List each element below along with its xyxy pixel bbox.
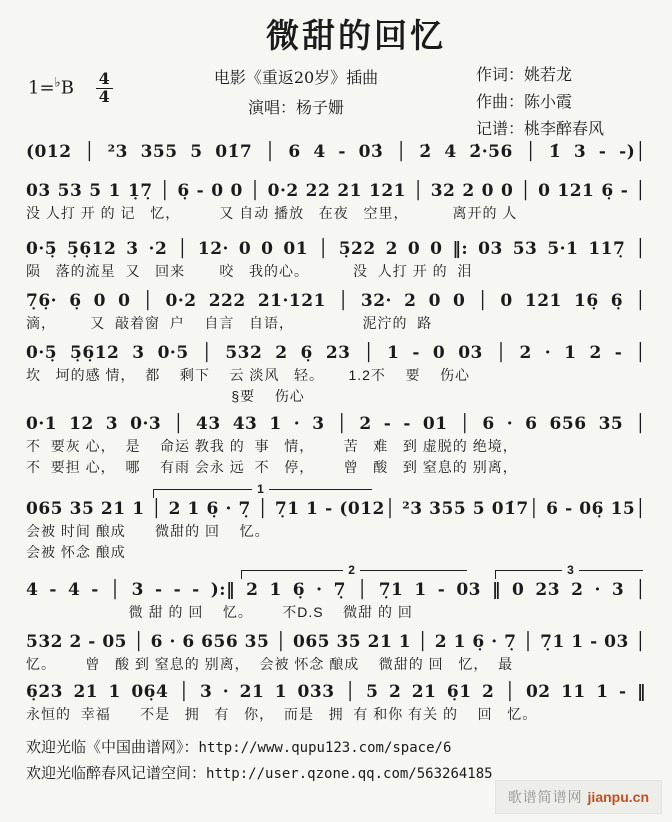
volta-row [26,482,646,498]
system-2 [26,180,646,224]
notes-line: 0·5̣ 5̣6̣12 3 ·2 │ 12· 0 0 01 │ 5̣22 2 0 0 ‖: 03 53 5·1 117̣ │ [26,239,646,259]
transcriber-credit: 记谱：桃李醉春风 [476,119,605,138]
notes-line: 4 - 4 - │ 3 - - - ):‖ 2 1 6̣ · 7̣ │ 7̣1 1 - 03 ‖ 0 23 2 · 3 │ [26,580,646,600]
volta-bracket-2 [241,563,467,579]
site-watermark [495,780,662,814]
song-title: 微甜的回忆 [266,16,446,55]
lyrics-line-alt: §要 伤心 [26,388,305,404]
system-4 [26,290,646,334]
volta-label: 2 [343,563,360,577]
volta-label: 1 [252,482,269,496]
lyrics-line: 永恒的 幸福 不是 拥 有 你， 而是 拥 有 和你 有关 的 回 忆。 [26,706,538,722]
watermark-brand: jianpu.cn [587,789,649,805]
lyricist-credit: 作词：姚若龙 [476,65,573,84]
header-meta [26,61,646,139]
notes-line: 0·5̣ 5̣6̣12 3 0·5 │ 532 2 6̣ 23 │ 1 - 0 03 │ 2 · 1 2 - │ [26,343,646,363]
system-10 [26,681,646,725]
lyrics-line: 坎 坷的感 情， 都 剩下 云 淡风 轻。 1.2不 要 伤心 [26,367,471,383]
system-7 [26,482,646,563]
footer-label-2: 欢迎光临醉春风记谱空间： [26,765,207,782]
watermark-text: 歌谱简谱网 [507,789,583,805]
system-3 [26,238,646,282]
lyrics-line-alt: 会被 怀念 酿成 [26,544,126,560]
composer-credit: 作曲：陈小霞 [476,92,573,111]
notes-line: 0·1 12 3 0·3 │ 43 43 1 · 3 │ 2 - - 01 │ 6 · 6 656 35 │ [26,414,646,434]
time-signature-numerator: 4 [96,71,113,89]
singer-credit: 演唱：杨子姗 [247,98,344,117]
notes-line: 532 2 - 05 │ 6 · 6 656 35 │ 065 35 21 1 │ 2 1 6̣ · 7̣ │ 7̣1 1 - 03 │ [26,632,646,652]
song-subtitle: 电影《重返20岁》插曲 [213,68,379,87]
lyrics-line: 没 人打 开 的 记 忆， 又 自动 播放 在夜 空里， 离开的 人 [26,205,518,221]
notes-line: 03 53 5 1 1̣7̣ │ 6̣ - 0 0 │ 0·2 22 21 121 │ 32 2 0 0 │ 0 121 6̣ - │ [26,181,646,201]
notes-line: 7̣6̣· 6̣ 0 0 │ 0·2 222 21·121 │ 32· 2 0 0 │ 0 121 16̣ 6̣ │ [26,291,646,311]
system-8 [26,563,646,623]
song-source-block [146,63,446,123]
time-signature [96,71,113,106]
lyrics-line: 不 要灰 心， 是 命运 教我 的 事 情， 苦 难 到 虚脱的 绝境， [26,438,518,454]
volta-label: 3 [562,563,579,577]
time-signature-denominator: 4 [98,86,110,106]
system-9 [26,631,646,675]
score [26,141,646,725]
lyrics-line: 微 甜 的 回 忆。 不D.S 微甜 的 回 [26,604,413,620]
system-5 [26,342,646,407]
flat-icon: ♭ [54,75,61,91]
system-1 [26,141,646,164]
footer-label-1: 欢迎光临《中国曲谱网》： [26,739,199,756]
notes-line: (012 │ ²3 355 5 01̇7 │ 6 4 - 03̇ │ 2̇ 4 2̇·56 │ 1̇ 3 - -)│ [26,142,646,162]
volta-row [26,563,646,579]
key-signature [28,71,113,106]
credits-block [476,61,646,142]
volta-bracket-3 [495,563,643,579]
notes-line: 6̣23 21 1 06̣4 │ 3 · 21 1 033 │ 5 2 21 6̣1 2 │ 02 11 1 - ‖ [26,682,646,702]
key-prefix: 1= [28,77,55,99]
lyrics-line-alt: 不 要担 心， 哪 有雨 会永 远 不 停， 曾 酸 到 窒息的 别离， [26,459,518,475]
footer-line-1 [26,735,646,761]
key-note: B [60,77,74,99]
footer-url-1: http://www.qupu123.com/space/6 [198,740,452,756]
system-6 [26,413,646,478]
lyrics-line: 滴， 又 敲着窗 户 自言 自语， 泥泞的 路 [26,315,433,331]
footer-url-2: http://user.qzone.qq.com/563264185 [206,766,493,782]
lyrics-line: 陨 落的流星 又 回来 咬 我的心。 没 人打 开 的 泪 [26,263,473,279]
volta-bracket-1 [153,482,372,498]
notes-line: 065 35 21 1 │ 2 1 6̣ · 7̣ │ 7̣1 1 - (012│ ²3 355 5 01̇7│ 6 - 06̣ 15│ [26,499,646,519]
lyrics-line: 忆。 曾 酸 到 窒息的 别离， 会被 怀念 酿成 微甜的 回 忆， 最 [26,656,514,672]
lyrics-line: 会被 时间 酿成 微甜的 回 忆。 [26,523,270,539]
